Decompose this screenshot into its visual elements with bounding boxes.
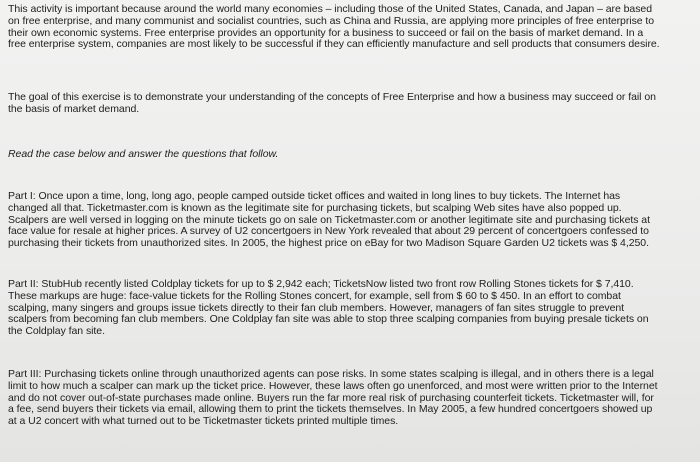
intro-paragraph: This activity is important because around the world many economies – including those of the United States, Canada, and Japan – are based on free enterprise, and many communist and socialist countries, such as China and Russia, are applying more principles of free enterprise to their own economic systems. Free enterprise provides an opportunity for a business to succeed or fail on the basis of market demand. In a free enterprise system, companies are most likely to be successful if they can efficiently manufacture and sell products that consumers desire. — [8, 3, 660, 51]
case-part-3: Part III: Purchasing tickets online through unauthorized agents can pose risks. In some states scalping is illegal, and in others there is a legal limit to how much a scalper can mark up the ticket price. However, these laws often go unenforced, and most were written prior to the Internet and do not cover out-of-state purchases made online. Buyers run the far more real risk of purchasing counterfeit tickets. Ticketmaster will, for a fee, send buyers their tickets via email, allowing them to print the tickets themselves. In May 2005, a few hundred concertgoers showed up at a U2 concert with what turned out to be Ticketmaster tickets printed multiple times. — [8, 368, 658, 428]
instruction-text: Read the case below and answer the questions that follow. — [8, 148, 279, 160]
case-part-2: Part II: StubHub recently listed Coldplay tickets for up to $ 2,942 each; TicketsNow listed two front row Rolling Stones tickets for $ 7,410. These markups are huge: face-value tickets for the Rolling Stones concert, for example, sell from $ 60 to $ 450. In an effort to combat scalping, many singers and groups issue tickets directly to their fan club members. However, managers of fan sites struggle to prevent scalpers from becoming fan club members. One Coldplay fan site was able to stop three scalping companies from buying presale tickets on the Coldplay fan site. — [8, 278, 649, 338]
goal-paragraph: The goal of this exercise is to demonstrate your understanding of the concepts of Free Enterprise and how a business may succeed or fail on the basis of market demand. — [8, 91, 656, 115]
case-part-1: Part I: Once upon a time, long, long ago, people camped outside ticket offices and waited in long lines to buy tickets. The Internet has changed all that. Ticketmaster.com is known as the legitimate site for purchasing tickets, but scalping Web sites have also popped up. Scalpers are well versed in logging on the minute tickets go on sale on Ticketmaster.com or another legitimate site and purchasing tickets at face value for resale at higher prices. A survey of U2 concertgoers in New York revealed that about 29 percent of concertgoers confessed to purchasing their tickets from unauthorized sites. In 2005, the highest price on eBay for two Madison Square Garden U2 tickets was $ 4,250. — [8, 190, 650, 250]
